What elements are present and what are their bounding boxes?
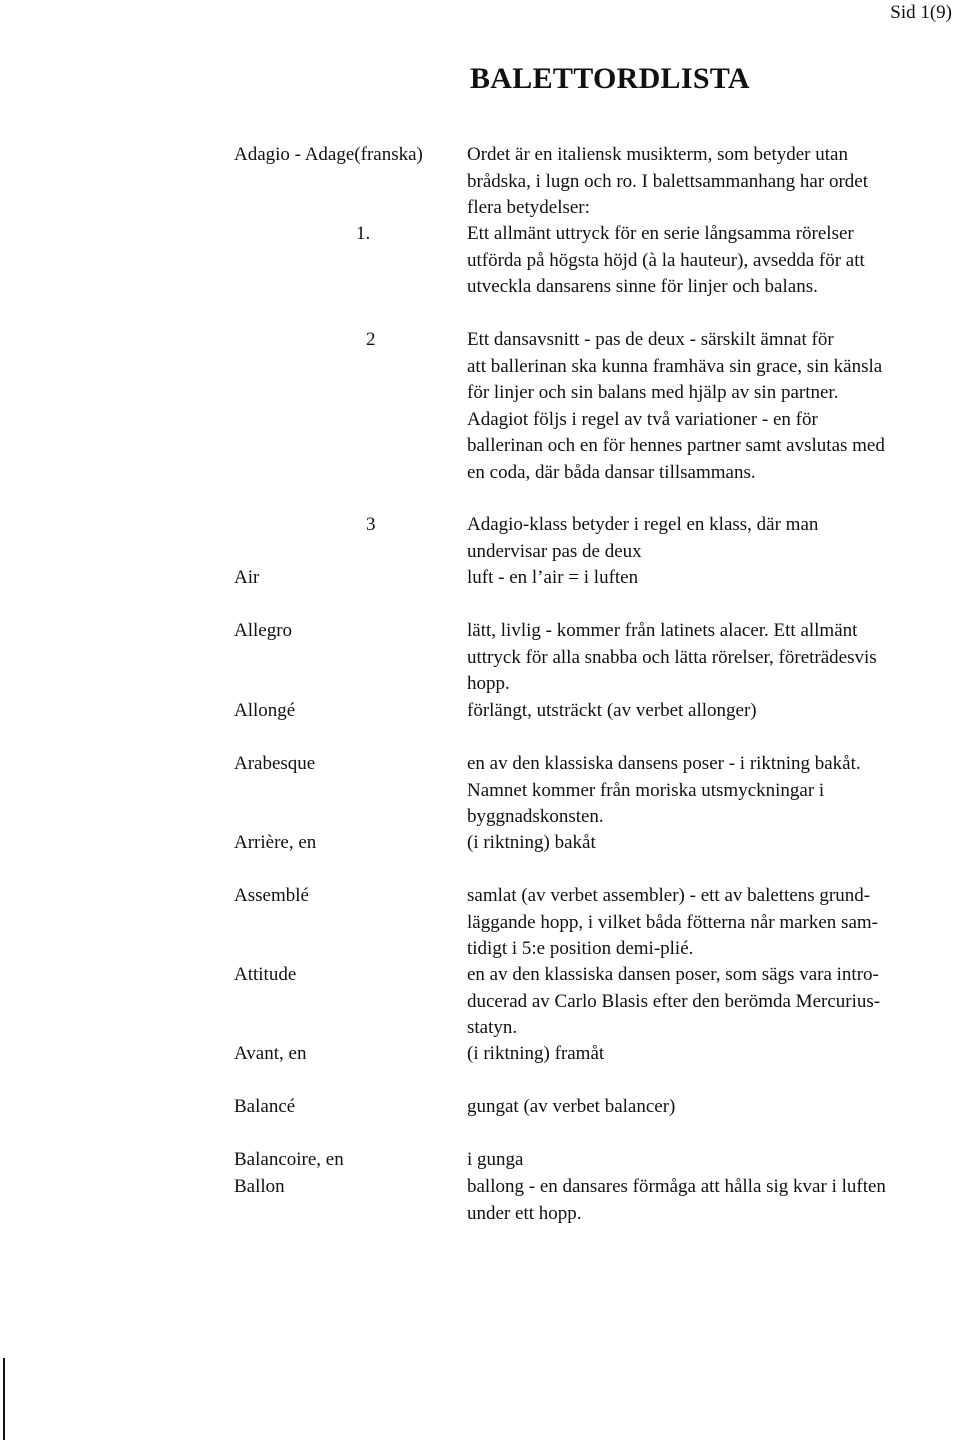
definition-line: utveckla dansarens sinne för linjer och balans.	[467, 276, 818, 297]
term-avant-en: Avant, en	[234, 1043, 307, 1064]
definition-line: ballerinan och en för hennes partner samt avslutas med	[467, 435, 885, 456]
definition-line: Adagiot följs i regel av två variationer - en för	[467, 408, 818, 430]
term-balancoire-en: Balancoire, en	[234, 1149, 344, 1170]
term-balance: Balancé	[234, 1096, 296, 1117]
definition-line: luft - en l’air = i luften	[467, 567, 639, 588]
definition-avant-en	[467, 1041, 604, 1068]
term-assemble: Assemblé	[234, 885, 309, 906]
definition-line: Ett allmänt uttryck för en serie långsamma rörelser	[467, 223, 854, 244]
definition-adagio-meaning-1	[467, 221, 865, 301]
definition-allonge	[467, 698, 757, 725]
meaning-number-1: 1.	[356, 223, 371, 244]
definition-ballon	[467, 1174, 886, 1227]
definition-air	[467, 565, 638, 592]
definition-line: Ett dansavsnitt - pas de deux - särskilt ämnat för	[467, 329, 834, 350]
definition-adagio-meaning-2	[467, 327, 885, 486]
term-allonge: Allongé	[234, 700, 296, 721]
definition-balancoire-en	[467, 1147, 523, 1174]
meaning-number-2: 2	[366, 329, 376, 350]
definition-line: läggande hopp, i vilket båda fötterna når marken sam-	[467, 911, 878, 933]
definition-line: Adagio-klass betyder i regel en klass, där man	[467, 514, 819, 535]
term-adagio: Adagio - Adage(franska)	[234, 144, 423, 165]
definition-assemble	[467, 883, 878, 963]
definition-line: en coda, där båda dansar tillsammans.	[467, 461, 756, 483]
definition-attitude	[467, 962, 880, 1042]
definition-line: statyn.	[467, 1017, 518, 1038]
definition-line: (i riktning) framåt	[467, 1043, 605, 1064]
definition-allegro	[467, 618, 877, 698]
definition-line: ducerad av Carlo Blasis efter den berömda Mercurius-	[467, 990, 881, 1012]
definition-line: utförda på högsta höjd (à la hauteur), avsedda för att	[467, 249, 865, 271]
definition-line: undervisar pas de deux	[467, 540, 642, 562]
definition-line: gungat (av verbet balancer)	[467, 1096, 676, 1117]
definition-line: byggnadskonsten.	[467, 806, 604, 827]
definition-line: samlat (av verbet assembler) - ett av balettens grund-	[467, 885, 871, 906]
definition-balance	[467, 1094, 675, 1121]
term-allegro: Allegro	[234, 620, 293, 641]
definition-line: uttryck för alla snabba och lätta rörelser, företrädesvis	[467, 646, 877, 668]
definition-line: ballong - en dansares förmåga att hålla sig kvar i luften	[467, 1176, 886, 1197]
definition-line: att ballerinan ska kunna framhäva sin grace, sin känsla	[467, 355, 883, 377]
definition-line: (i riktning) bakåt	[467, 832, 596, 853]
definition-line: i gunga	[467, 1149, 524, 1170]
page-title: BALETTORDLISTA	[470, 62, 750, 95]
definition-line: Ordet är en italiensk musikterm, som betyder utan	[467, 144, 848, 165]
definition-line: brådska, i lugn och ro. I balettsammanhang har ordet	[467, 170, 868, 192]
definition-line: för linjer och sin balans med hjälp av sin partner.	[467, 382, 839, 403]
term-attitude: Attitude	[234, 964, 297, 985]
definition-adagio-meaning-3	[467, 512, 818, 565]
page-number: Sid 1(9)	[890, 2, 952, 23]
definition-line: en av den klassiska dansens poser - i riktning bakåt.	[467, 753, 861, 774]
definition-line: tidigt i 5:e position demi-plié.	[467, 938, 694, 959]
meaning-number-3: 3	[366, 514, 376, 535]
definition-line: förlängt, utsträckt (av verbet allonger)	[467, 700, 757, 721]
definition-arriere-en	[467, 830, 596, 857]
definition-line: hopp.	[467, 673, 510, 694]
definition-line: under ett hopp.	[467, 1202, 582, 1224]
term-arabesque: Arabesque	[234, 753, 316, 774]
definition-line: flera betydelser:	[467, 197, 590, 218]
scan-margin-line	[3, 1358, 5, 1440]
definition-line: lätt, livlig - kommer från latinets alacer. Ett allmänt	[467, 620, 858, 641]
definition-arabesque	[467, 751, 861, 831]
term-ballon: Ballon	[234, 1176, 285, 1197]
term-air: Air	[234, 567, 260, 588]
definition-line: en av den klassiska dansen poser, som sägs vara intro-	[467, 964, 879, 985]
definition-line: Namnet kommer från moriska utsmyckningar i	[467, 779, 825, 801]
term-arriere-en: Arrière, en	[234, 832, 317, 853]
definition-adagio-intro	[467, 142, 868, 222]
